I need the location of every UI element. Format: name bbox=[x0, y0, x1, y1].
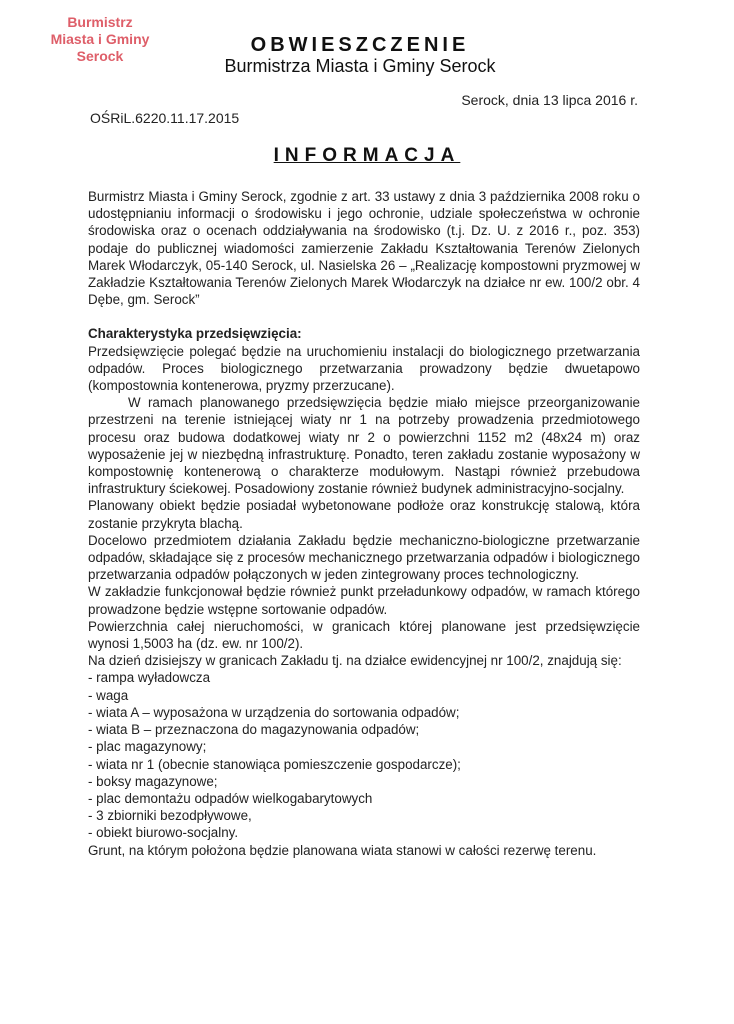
document-title: OBWIESZCZENIE bbox=[250, 34, 470, 56]
document-subtitle: Burmistrza Miasta i Gminy Serock bbox=[224, 56, 496, 76]
list-item: - 3 zbiorniki bezodpływowe, bbox=[88, 808, 252, 824]
list-item: - wiata A – wyposażona w urządzenia do sortowania odpadów; bbox=[88, 704, 460, 720]
paragraph-6: Powierzchnia całej nieruchomości, w granicach której planowane jest przedsięwzięcie wynosi 1,5003 ha (dz. ew. nr 100/2). bbox=[88, 618, 640, 652]
paragraph-7: Na dzień dzisiejszy w granicach Zakładu tj. na działce ewidencyjnej nr 100/2, znajdują się: bbox=[88, 653, 622, 669]
paragraph-5: W zakładzie funkcjonował będzie również punkt przeładunkowy odpadów, w ramach którego prowadzone będzie wstępne sortowanie odpadów. bbox=[88, 584, 640, 617]
list-item: - wiata nr 1 (obecnie stanowiąca pomieszczenie gospodarcze); bbox=[88, 756, 461, 772]
intro-paragraph: Burmistrz Miasta i Gminy Serock, zgodnie z art. 33 ustawy z dnia 3 października 2008 roku o udostępnianiu informacji o środowisku i jego ochronie, udziale społeczeństwa w ochronie środowiska oraz o ocenach oddziaływania na środowisko (t.j. Dz. U. z 2016 r., poz. 353) podaje do publicznej wiadomości zamierzenie Zakładu Kształtowania Terenów Zielonych Marek Włodarczyk, 05-140 Serock, ul. Nasielska 26 – „Realizację kompostowni pryzmowej w Zakładzie Kształtowania Terenów Zielonych Marek Włodarczyk na działce nr ew. 100/2 obr. 4 Dębe, gm. Serock” bbox=[88, 189, 640, 308]
characteristics-heading: Charakterystyka przedsięwzięcia: bbox=[88, 326, 302, 342]
list-item: - waga bbox=[88, 687, 129, 703]
document-body bbox=[88, 188, 640, 859]
paragraph-3: Planowany obiekt będzie posiadał wybetonowane podłoże oraz konstrukcję stalową, która zostanie przykryta blachą. bbox=[88, 498, 640, 531]
closing-paragraph: Grunt, na którym położona będzie planowana wiata stanowi w całości rezerwę terenu. bbox=[88, 842, 597, 858]
list-item: - rampa wyładowcza bbox=[88, 670, 211, 686]
facilities-list bbox=[88, 669, 640, 841]
list-item: - wiata B – przeznaczona do magazynowania odpadów; bbox=[88, 722, 420, 738]
stamp-line-3: Serock bbox=[76, 48, 124, 64]
list-item: - plac demontażu odpadów wielkogabarytowych bbox=[88, 790, 373, 806]
paragraph-4: Docelowo przedmiotem działania Zakładu będzie mechaniczno-biologiczne przetwarzanie odpadów, składające się z procesów mechanicznego przetwarzania odpadów i biologicznego przetwarzania odpadów połączonych w jeden zintegrowany proces technologiczny. bbox=[88, 532, 640, 583]
list-item: - boksy magazynowe; bbox=[88, 773, 218, 789]
stamp-line-2: Miasta i Gminy bbox=[50, 31, 150, 47]
list-item: - plac magazynowy; bbox=[88, 739, 207, 755]
reference-number: OŚRiL.6220.11.17.2015 bbox=[90, 110, 240, 126]
paragraph-2: W ramach planowanego przedsięwzięcia będzie miało miejsce przeorganizowanie przestrzeni na terenie istniejącej wiaty nr 1 na potrzeby prowadzenia przedmiotowego procesu oraz budowa dodatkowej wiaty nr 2 o powierzchni 1152 m2 (48x24 m) oraz wyposażenie jej w niezbędną infrastrukturę. Ponadto, teren zakładu zostanie wyposażony w kompostownię kontenerową o charakterze modułowym. Nastąpi również przebudowa infrastruktury ściekowej. Posadowiony zostanie również budynek administracyjno-socjalny. bbox=[88, 395, 640, 497]
official-stamp bbox=[40, 14, 160, 65]
stamp-line-1: Burmistrz bbox=[67, 14, 133, 30]
list-item: - obiekt biurowo-socjalny. bbox=[88, 825, 239, 841]
paragraph-1: Przedsięwzięcie polegać będzie na uruchomieniu instalacji do biologicznego przetwarzania odpadów. Proces biologicznego przetwarzania prowadzony będzie dwuetapowo (kompostownia kontenerowa, pryzmy przerzucane). bbox=[88, 343, 640, 394]
document-date: Serock, dnia 13 lipca 2016 r. bbox=[461, 92, 638, 108]
section-heading: INFORMACJA bbox=[273, 145, 461, 166]
